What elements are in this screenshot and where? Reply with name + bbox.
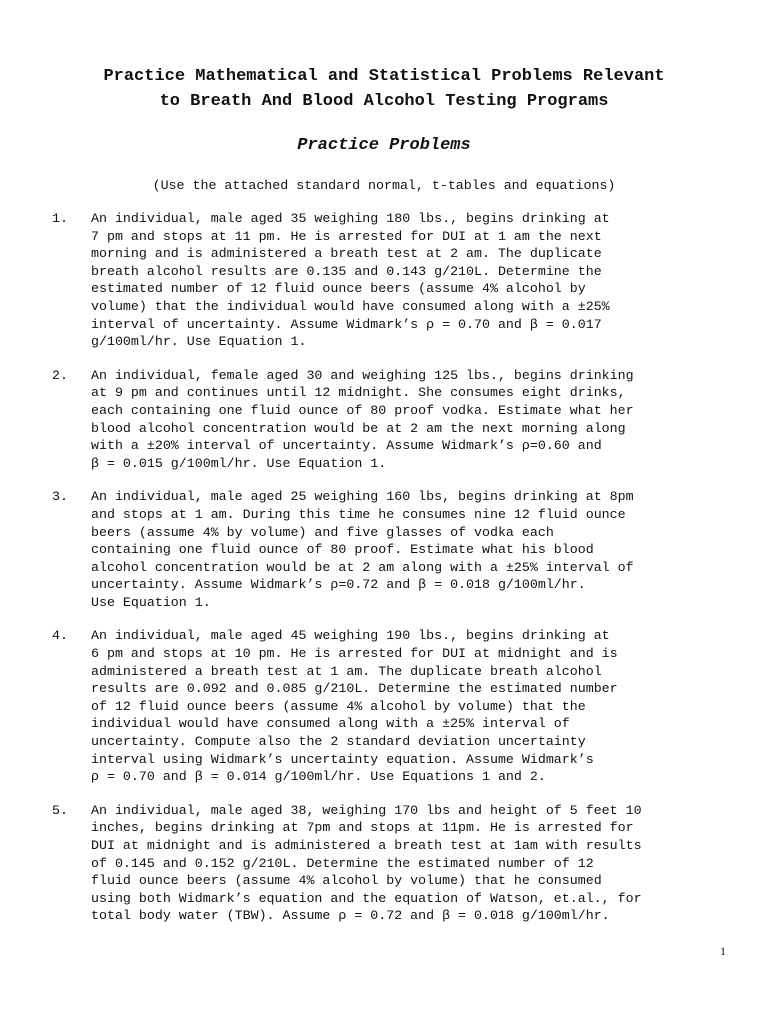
problem-text: An individual, male aged 35 weighing 180 lbs., begins drinking at 7 pm and stops at 11 pm. He is arrested for DUI at 1 am the next morning and is administered a breath test at 2 am. The duplicate breath alcohol results are 0.135 and 0.143 g/210L. Determine the estimated number of 12 fluid ounce beers (assume 4% alcohol by volume) that the individual would have consumed along with a ±25% interval of uncertainty. Assume Widmark’s ρ = 0.70 and β = 0.017 g/100ml/hr. Use Equation 1.	[91, 211, 610, 350]
problem-item	[52, 367, 722, 473]
problem-text: An individual, male aged 45 weighing 190 lbs., begins drinking at 6 pm and stops at 10 pm. He is arrested for DUI at midnight and is administered a breath test at 1 am. The duplicate breath alcohol results are 0.092 and 0.085 g/210L. Determine the estimated number of 12 fluid ounce beers (assume 4% alcohol by volume) that the individual would have consumed along with a ±25% interval of uncertainty. Compute also the 2 standard deviation uncertainty interval using Widmark’s uncertainty equation. Assume Widmark’s ρ = 0.70 and β = 0.014 g/100ml/hr. Use Equations 1 and 2.	[91, 628, 618, 785]
problem-item	[52, 488, 722, 611]
problem-text: An individual, female aged 30 and weighing 125 lbs., begins drinking at 9 pm and continues until 12 midnight. She consumes eight drinks, each containing one fluid ounce of 80 proof vodka. Estimate what her blood alcohol concentration would be at 2 am the next morning along with a ±20% interval of uncertainty. Assume Widmark’s ρ=0.60 and β = 0.015 g/100ml/hr. Use Equation 1.	[91, 367, 634, 471]
problem-number: 2.	[52, 367, 68, 383]
problem-number: 4.	[52, 628, 68, 644]
problem-text: An individual, male aged 38, weighing 170 lbs and height of 5 feet 10 inches, begins drinking at 7pm and stops at 11pm. He is arrested for DUI at midnight and is administered a breath test at 1am with results of 0.145 and 0.152 g/210L. Determine the estimated number of 12 fluid ounce beers (assume 4% alcohol by volume) that he consumed using both Widmark’s equation and the equation of Watson, et.al., for total body water (TBW). Assume ρ = 0.72 and β = 0.018 g/100ml/hr.	[91, 802, 642, 924]
problem-number: 5.	[52, 802, 68, 818]
instruction-note: (Use the attached standard normal, t-tables and equations)	[152, 178, 616, 193]
problem-text: An individual, male aged 25 weighing 160 lbs, begins drinking at 8pm and stops at 1 am. During this time he consumes nine 12 fluid ounce beers (assume 4% by volume) and five glasses of vodka each containing one fluid ounce of 80 proof. Estimate what his blood alcohol concentration would be at 2 am along with a ±25% interval of uncertainty. Assume Widmark’s ρ=0.72 and β = 0.018 g/100ml/hr. Use Equation 1.	[91, 489, 634, 610]
problem-item	[52, 627, 722, 785]
page-number: 1	[720, 944, 726, 958]
title-line-2: to Breath And Blood Alcohol Testing Programs	[159, 92, 609, 111]
problem-item	[52, 210, 722, 351]
title-line-1: Practice Mathematical and Statistical Problems Relevant	[103, 67, 665, 86]
section-heading: Practice Problems	[297, 136, 471, 155]
document-title	[30, 64, 738, 114]
problem-number: 1.	[52, 211, 68, 226]
problem-list	[52, 210, 722, 941]
problem-number: 3.	[52, 489, 68, 505]
problem-item	[52, 802, 722, 925]
